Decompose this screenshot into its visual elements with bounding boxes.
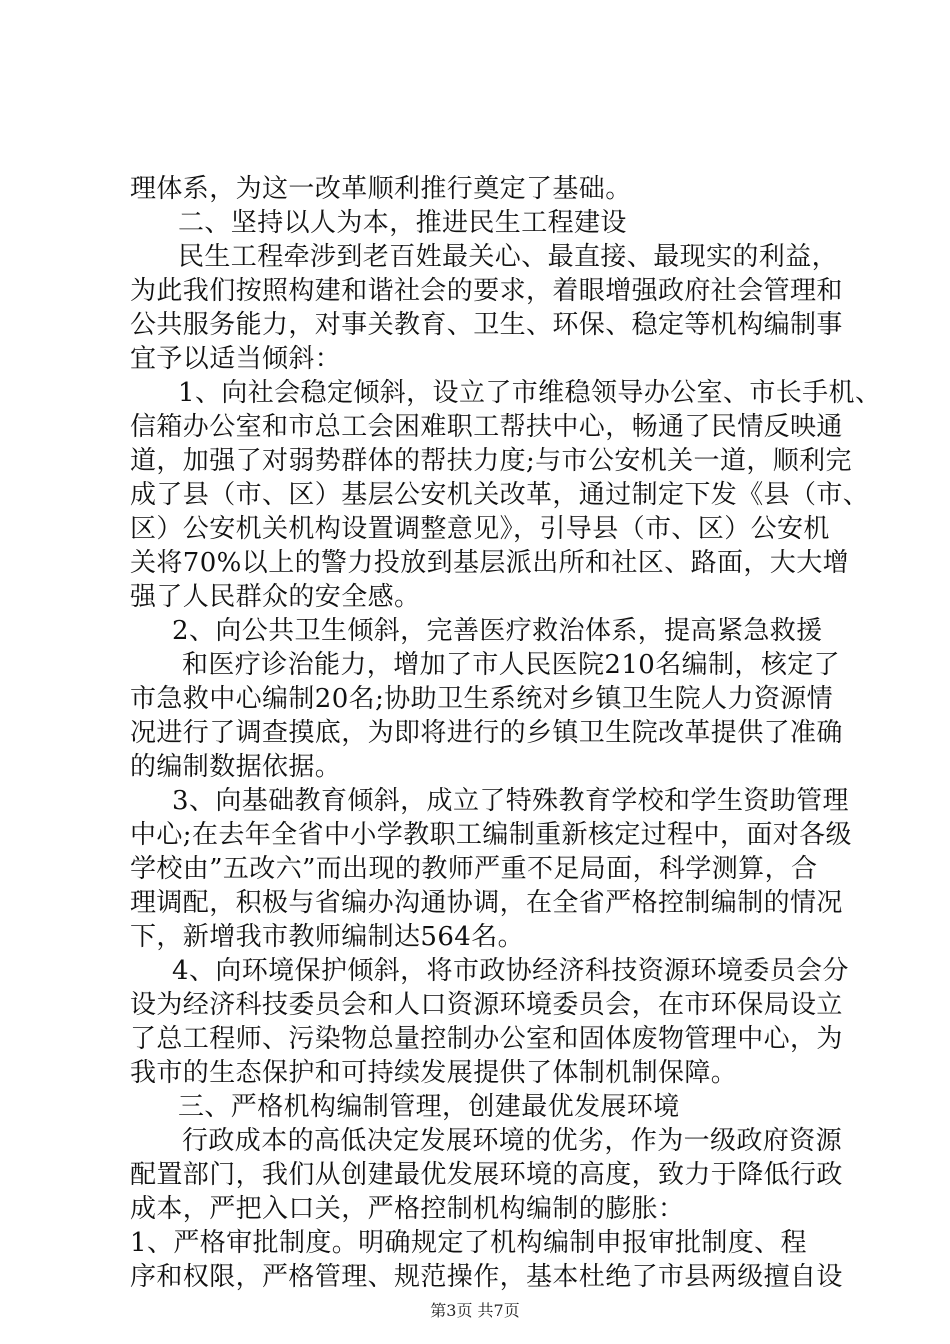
text-line: 宜予以适当倾斜： xyxy=(130,344,342,374)
text-line: 民生工程牵涉到老百姓最关心、最直接、最现实的利益， xyxy=(178,242,839,272)
text-line: 和医疗诊治能力，增加了市人民医院210名编制，核定了 xyxy=(182,650,841,680)
text-line: 设为经济科技委员会和人口资源环境委员会，在市环保局设立 xyxy=(130,990,843,1020)
text-line: 强了人民群众的安全感。 xyxy=(130,582,421,612)
text-line: 区）公安机关机构设置调整意见》，引导县（市、区）公安机 xyxy=(130,514,830,544)
text-line: 我市的生态保护和可持续发展提供了体制机制保障。 xyxy=(130,1058,738,1088)
text-line: 关将70%以上的警力投放到基层派出所和社区、路面，大大增 xyxy=(130,548,849,578)
text-line: 了总工程师、污染物总量控制办公室和固体废物管理中心，为 xyxy=(130,1024,843,1054)
text-line: 信箱办公室和市总工会困难职工帮扶中心，畅通了民情反映通 xyxy=(130,412,843,442)
text-line: 配置部门，我们从创建最优发展环境的高度，致力于降低行政 xyxy=(130,1160,843,1190)
text-line: 的编制数据依据。 xyxy=(130,752,342,782)
page-number-footer: 第3页 共7页 xyxy=(430,1301,520,1320)
text-line: 4、向环境保护倾斜，将市政协经济科技资源环境委员会分 xyxy=(172,956,849,986)
text-line: 中心;在去年全省中小学教职工编制重新核定过程中，面对各级 xyxy=(130,820,852,850)
text-line: 1、向社会稳定倾斜，设立了市维稳领导办公室、市长手机、 xyxy=(178,378,882,408)
text-line: 成了县（市、区）基层公安机关改革，通过制定下发《县（市、 xyxy=(130,480,870,510)
text-line: 成本，严把入口关，严格控制机构编制的膨胀： xyxy=(130,1194,685,1224)
text-line: 市急救中心编制20名;协助卫生系统对乡镇卫生院人力资源情 xyxy=(130,684,834,714)
text-line: 学校由”五改六”而出现的教师严重不足局面，科学测算，合 xyxy=(130,854,818,884)
text-line: 理调配，积极与省编办沟通协调，在全省严格控制编制的情况 xyxy=(130,888,843,918)
text-line: 况进行了调查摸底，为即将进行的乡镇卫生院改革提供了准确 xyxy=(130,718,843,748)
text-line: 下，新增我市教师编制达564名。 xyxy=(130,922,525,952)
text-line: 序和权限，严格管理、规范操作，基本杜绝了市县两级擅自设 xyxy=(130,1262,843,1292)
text-line: 为此我们按照构建和谐社会的要求，着眼增强政府社会管理和 xyxy=(130,276,843,306)
text-line: 1、严格审批制度。明确规定了机构编制申报审批制度、程 xyxy=(130,1228,807,1258)
text-line: 2、向公共卫生倾斜，完善医疗救治体系，提高紧急救援 xyxy=(172,616,823,646)
text-line: 理体系，为这一改革顺利推行奠定了基础。 xyxy=(130,174,632,204)
text-line: 公共服务能力，对事关教育、卫生、环保、稳定等机构编制事 xyxy=(130,310,843,340)
text-line: 行政成本的高低决定发展环境的优劣，作为一级政府资源 xyxy=(182,1126,843,1156)
section-heading: 二、坚持以人为本，推进民生工程建设 xyxy=(178,208,627,238)
text-line: 道，加强了对弱势群体的帮扶力度;与市公安机关一道，顺利完 xyxy=(130,446,852,476)
section-heading: 三、严格机构编制管理，创建最优发展环境 xyxy=(178,1092,680,1122)
text-line: 3、向基础教育倾斜，成立了特殊教育学校和学生资助管理 xyxy=(172,786,849,816)
